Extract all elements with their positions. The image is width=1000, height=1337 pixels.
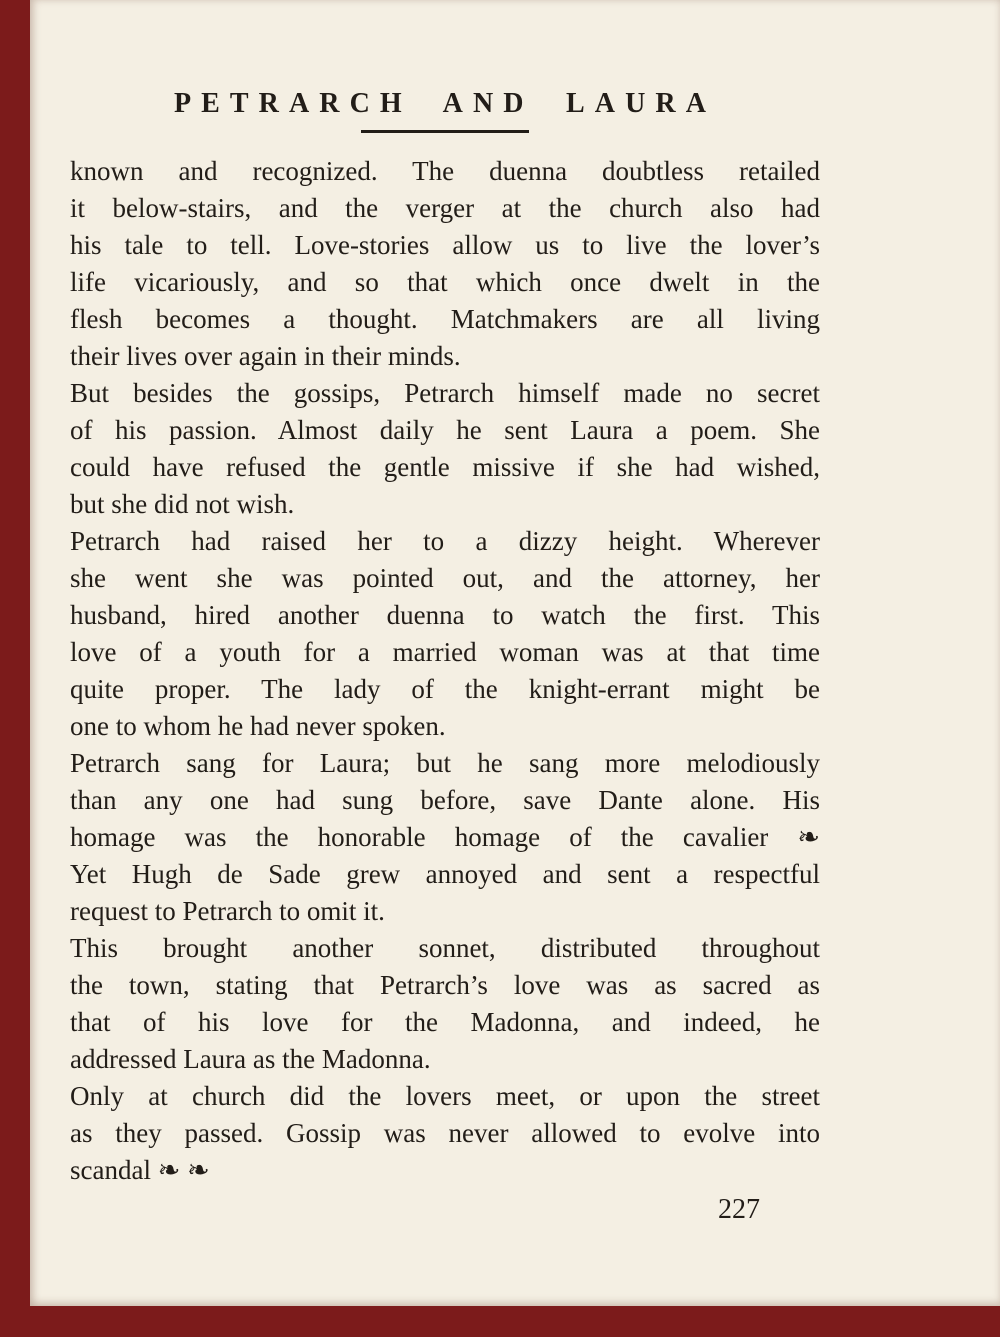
text-line: flesh becomes a thought. Matchmakers are all living [70, 304, 820, 334]
text-line: the town, stating that Petrarch’s love was as sacred as [70, 970, 820, 1000]
text-line: that of his love for the Madonna, and indeed, he [70, 1007, 820, 1037]
text-line: scandal ❧ ❧ [70, 1155, 210, 1185]
text-line: than any one had sung before, save Dante alone. His [70, 785, 820, 815]
body-text [70, 153, 820, 1189]
paper [30, 0, 1000, 1306]
text-line: This brought another sonnet, distributed throughout [70, 933, 820, 963]
page-number: 227 [718, 1194, 760, 1225]
text-line: life vicariously, and so that which once dwelt in the [70, 267, 820, 297]
text-line: it below-stairs, and the verger at the church also had [70, 193, 820, 223]
text-line: quite proper. The lady of the knight-errant might be [70, 674, 820, 704]
text-line: known and recognized. The duenna doubtless retailed [70, 156, 820, 186]
page-content [70, 88, 820, 1226]
page-title: PETRARCH AND LAURA [173, 88, 717, 119]
text-line: but she did not wish. [70, 489, 295, 519]
text-line: of his passion. Almost daily he sent Laura a poem. She [70, 415, 820, 445]
text-line: his tale to tell. Love-stories allow us to live the lover’s [70, 230, 820, 260]
text-line: as they passed. Gossip was never allowed to evolve into [70, 1118, 820, 1148]
text-line: But besides the gossips, Petrarch himself made no secret [70, 378, 820, 408]
text-line: homage was the honorable homage of the cavalier ❧ [70, 822, 820, 852]
text-line: Petrarch sang for Laura; but he sang more melodiously [70, 748, 820, 778]
text-line: Petrarch had raised her to a dizzy height. Wherever [70, 526, 820, 556]
text-line: Only at church did the lovers meet, or upon the street [70, 1081, 820, 1111]
text-line: one to whom he had never spoken. [70, 711, 446, 741]
text-line: their lives over again in their minds. [70, 341, 461, 371]
title-divider [361, 130, 529, 133]
text-line: request to Petrarch to omit it. [70, 896, 385, 926]
text-line: she went she was pointed out, and the attorney, her [70, 563, 820, 593]
text-line: could have refused the gentle missive if she had wished, [70, 452, 820, 482]
text-line: love of a youth for a married woman was at that time [70, 637, 820, 667]
text-line: Yet Hugh de Sade grew annoyed and sent a respectful [70, 859, 820, 889]
text-line: husband, hired another duenna to watch the first. This [70, 600, 820, 630]
text-line: addressed Laura as the Madonna. [70, 1044, 431, 1074]
